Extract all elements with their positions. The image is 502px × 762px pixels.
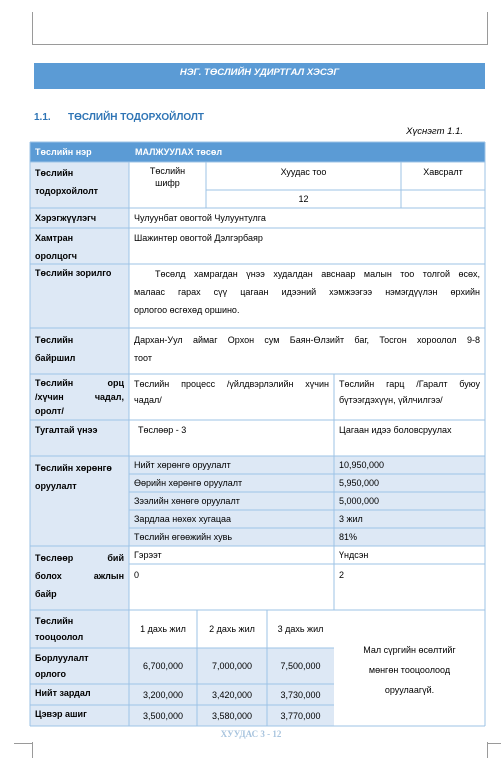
calc-year-1: 1 дахь жил xyxy=(140,624,186,634)
calc-label-1: Төслийн xyxy=(35,616,74,626)
calc-note-line: мөнгөн тооцоолоод xyxy=(368,665,451,675)
investment-row-name: Төслийн өгөөжийн хувь xyxy=(134,532,233,542)
col-project-code: Төслийн шифр xyxy=(149,166,186,188)
jobs-label-2: болох ажлын xyxy=(35,571,124,581)
calc-cell: 3,200,000 xyxy=(142,690,184,700)
calc-cell: 6,700,000 xyxy=(142,661,184,671)
section-title: ТӨСЛИЙН ТОДОРХОЙЛОЛТ xyxy=(68,112,204,123)
calc-row-label: орлого xyxy=(35,669,66,679)
location-line-2: тоот xyxy=(134,353,152,363)
investment-label-2: оруулалт xyxy=(35,481,77,491)
table-caption: Хүснэгт 1.1. xyxy=(406,126,463,137)
goal-line-2: малаас гарах сүү цагаан идээний хэмжээгээ нэмэгдүүлэн өрхийн xyxy=(134,287,480,297)
key-unit-value: Төслөөр - 3 xyxy=(138,425,187,435)
executor-value: Чулуунбат овогтой Чулуунтулга xyxy=(134,213,266,223)
investment-row-value: 5,000,000 xyxy=(339,496,380,506)
calc-year-3: 3 дахь жил xyxy=(277,624,324,634)
location-label-2: байршил xyxy=(35,353,76,363)
investment-row-name: Зээлийн хөнөгө оруулалт xyxy=(134,496,240,506)
page-count-value: 12 xyxy=(298,194,309,204)
calc-note-line: Мал сүргийн өсөлтийг xyxy=(363,645,456,655)
goal-line-1: Төсөлд хамрагдан үнээ худалдан авснаар малын тоо толгой өсөх, xyxy=(155,269,480,279)
key-unit-product: Цагаан идээ боловсруулах xyxy=(339,425,452,435)
calc-cell: 7,000,000 xyxy=(211,661,253,671)
co-participant-label-1: Хамтран xyxy=(35,233,74,243)
col-page-count: Хуудас тоо xyxy=(280,167,327,177)
co-participant-value: Шажинтөр овогтой Дэлгэрбаяр xyxy=(134,233,263,243)
goal-line-3: орлогоо өсгөхөд оршино. xyxy=(134,305,240,315)
investment-row-name: Зардлаа нөхөх хугацаа xyxy=(134,514,231,524)
calc-year-2: 2 дахь жил xyxy=(209,624,255,634)
chapter-banner: НЭГ. ТӨСЛИЙН УДИРТГАЛ ХЭСЭГ xyxy=(34,63,485,89)
calc-cell: 3,730,000 xyxy=(280,690,321,700)
investment-row-value: 10,950,000 xyxy=(339,460,385,470)
io-input-line-2: чадал/ xyxy=(134,395,162,405)
io-label-2: /хүчин чадал, xyxy=(35,392,124,402)
calc-cell: 3,770,000 xyxy=(280,711,321,721)
calc-row-label: Борлуулалт xyxy=(35,653,89,663)
jobs-label-1: Төслөөр бий xyxy=(35,553,124,563)
io-label-1: Төслийн орц xyxy=(35,378,124,388)
io-input-line-1: Төслийн процесс /үйлдвэрлэлийн хүчин xyxy=(134,379,329,389)
definition-label-2: тодорхойлолт xyxy=(35,186,99,196)
investment-row-name: Өөрийн хөрөнгө оруулалт xyxy=(134,478,243,488)
investment-label-1: Төслийн хөрөнгө xyxy=(35,463,112,473)
location-label-1: Төслийн xyxy=(35,335,74,345)
jobs-val-permanent: 2 xyxy=(339,570,345,580)
location-line-1: Дархан-Уул аймаг Орхон сум Баян-Өлзийт баг, Тосгон хороолол 9-8 xyxy=(134,335,480,345)
calc-row-label: Цэвэр ашиг xyxy=(35,709,87,719)
project-name: МАЛЖУУЛАХ төсөл xyxy=(135,147,223,157)
investment-row-value: 5,950,000 xyxy=(339,478,380,488)
investment-row-name: Нийт хөрөнгө оруулалт xyxy=(134,460,231,470)
page-footer: ХУУДАС 3 - 12 xyxy=(220,729,282,739)
calc-row-label: Нийт зардал xyxy=(35,688,91,698)
calc-label-2: тооцоолол xyxy=(35,632,84,642)
jobs-val-contract: 0 xyxy=(134,570,140,580)
co-participant-label-2: оролцогч xyxy=(35,251,77,261)
key-unit-label: Тугалтай үнээ xyxy=(35,425,98,435)
calc-cell: 7,500,000 xyxy=(280,661,321,671)
calc-cell: 3,500,000 xyxy=(142,711,184,721)
executor-label: Хэрэгжүүлэгч xyxy=(35,213,97,223)
jobs-label-3: байр xyxy=(35,589,57,599)
calc-cell: 3,420,000 xyxy=(211,690,253,700)
goal-label: Төслийн зорилго xyxy=(35,268,112,278)
jobs-col-contract: Гэрээт xyxy=(134,550,162,560)
io-output-line-2: бүтээгдэхүүн, үйлчилгээ/ xyxy=(339,395,443,405)
io-label-3: оролт/ xyxy=(35,406,64,416)
calc-cell: 3,580,000 xyxy=(211,711,253,721)
col-appendix: Хавсралт xyxy=(423,167,463,177)
section-number: 1.1. xyxy=(34,112,51,123)
jobs-col-permanent: Үндсэн xyxy=(339,550,369,560)
definition-label-1: Төслийн xyxy=(35,168,74,178)
io-output-line-1: Төслийн гарц /Гаралт буюу xyxy=(339,379,480,389)
investment-row-value: 3 жил xyxy=(339,514,363,524)
investment-row-value: 81% xyxy=(339,532,358,542)
header-label: Төслийн нэр xyxy=(35,147,92,157)
calc-note-line: оруулаагүй. xyxy=(384,685,435,695)
